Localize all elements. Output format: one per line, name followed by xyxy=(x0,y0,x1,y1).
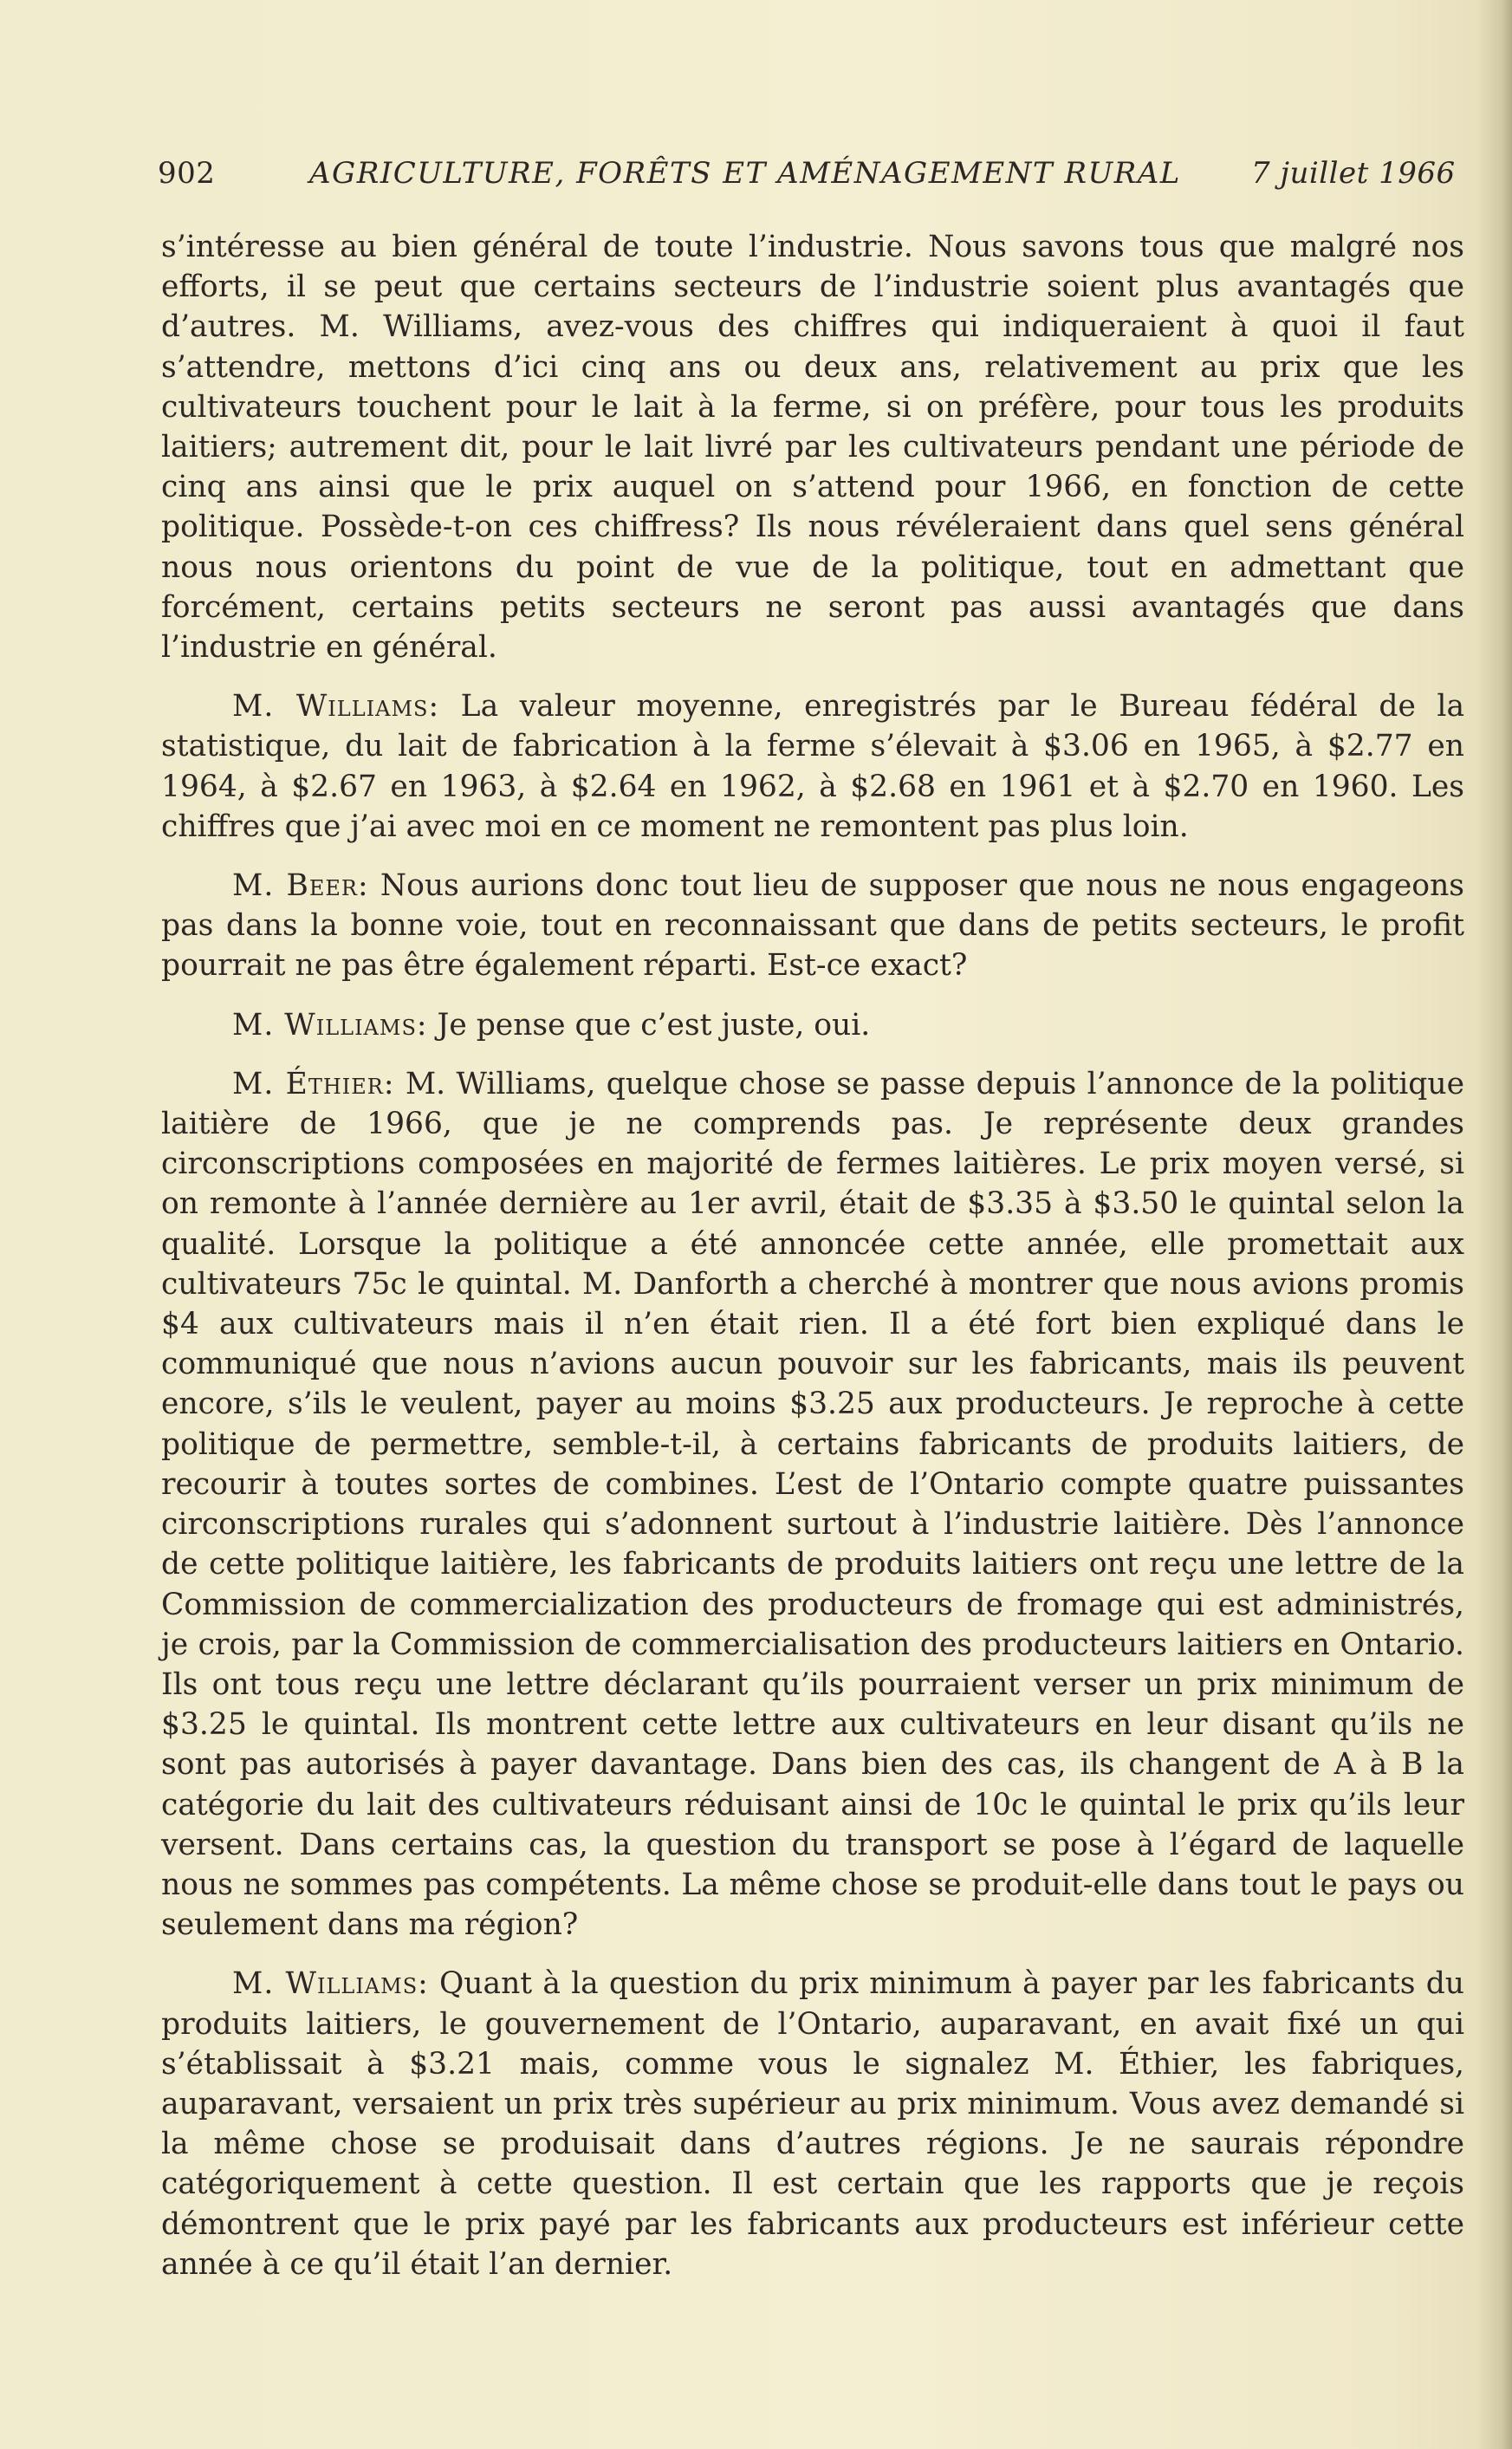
paragraph-3 xyxy=(161,866,1464,986)
speaker-name: M. Éthier: xyxy=(232,1066,395,1101)
running-header xyxy=(158,156,1475,199)
paragraph-6 xyxy=(161,1964,1464,2284)
page-number: 902 xyxy=(158,156,216,191)
speaker-name: M. Beer: xyxy=(232,868,369,904)
paragraph-2 xyxy=(161,686,1464,847)
paragraph-5 xyxy=(161,1064,1464,1945)
paragraph-text: Quant à la question du prix minimum à payer par les fabricants du produits laitiers, le gouvernement de l’Ontario, auparavant, en avait fixé un qui s’établissait à $3.21 mais, comme vous le signalez M. Éthier, les fabriques, auparavant, versaient un prix très supérieur au prix minimum. Vous avez demandé si la même chose se produisait dans d’autres régions. Je ne saurais répondre catégoriquement à cette question. Il est certain que les rapports que je reçois démontrent que le prix payé par les fabricants aux producteurs est inférieur cette année à ce qu’il était l’an dernier. xyxy=(161,1966,1465,2282)
paragraph-text: s’intéresse au bien général de toute l’industrie. Nous savons tous que malgré nos efforts, il se peut que certains secteurs de l’industrie soient plus avantagés que d’autres. M. Williams, avez-vous des chiffres qui indiqueraient à quoi il faut s’attendre, mettons d’ici cinq ans ou deux ans, relativement au prix que les cultivateurs touchent pour le lait à la ferme, si on préfère, pour tous les produits laitiers; autrement dit, pour le lait livré par les cultivateurs pendant une période de cinq ans ainsi que le prix auquel on s’attend pour 1966, en fonction de cette politique. Possède-t-on ces chiffress? Ils nous révéleraient dans quel sens général nous nous orientons du point de vue de la politique, tout en admettant que forcément, certains petits secteurs ne seront pas aussi avantagés que dans l’industrie en général. xyxy=(161,230,1464,666)
paragraph-text: Nous aurions donc tout lieu de supposer que nous ne nous engageons pas dans la bonne voie, tout en reconnaissant que dans de petits secteurs, le profit pourrait ne pas être également réparti. Est-ce exact? xyxy=(161,868,1464,984)
paragraph-4 xyxy=(161,1005,1464,1045)
paragraph-text: M. Williams, quelque chose se passe depuis l’annonce de la politique laitière de 1966, que je ne comprends pas. Je représente deux grandes circonscriptions composées en majorité de fermes laitières. Le prix moyen versé, si on remonte à l’année dernière au 1er avril, était de $3.35 à $3.50 le quintal selon la qualité. Lorsque la politique a été annoncée cette année, elle promettait aux cultivateurs 75c le quintal. M. Danforth a cherché à montrer que nous avions promis $4 aux cultivateurs mais il n’en était rien. Il a été fort bien expliqué dans le communiqué que nous n’avions aucun pouvoir sur les fabricants, mais ils peuvent encore, s’ils le veulent, payer au moins $3.25 aux producteurs. Je reproche à cette politique de permettre, semble-t-il, à certains fabricants de produits laitiers, de recourir à toutes sortes de combines. L’est de l’Ontario compte quatre puissantes circonscriptions rurales qui s’adonnent surtout à l’industrie laitière. Dès l’annonce de cette politique laitière, les fabricants de produits laitiers ont reçu une lettre de la Commission de commercialization des producteurs de fromage qui est administrés, je crois, par la Commission de commercialisation des producteurs laitiers en Ontario. Ils ont tous reçu une lettre déclarant qu’ils pourraient verser un prix minimum de $3.25 le quintal. Ils montrent cette lettre aux cultivateurs en leur disant qu’ils ne sont pas autorisés à payer davantage. Dans bien des cas, ils changent de A à B la catégorie du lait des cultivateurs réduisant ainsi de 10c le quintal le prix qu’ils leur versent. Dans certains cas, la question du transport se pose à l’égard de laquelle nous ne sommes pas compétents. La même chose se produit-elle dans tout le pays ou seulement dans ma région? xyxy=(161,1066,1465,1943)
speaker-name: M. Williams: xyxy=(232,1966,429,2002)
speaker-name: M. Williams: xyxy=(232,689,440,724)
speaker-name: M. Williams: xyxy=(232,1007,428,1043)
paragraph-text: La valeur moyenne, enregistrés par le Bureau fédéral de la statistique, du lait de fabrication à la ferme s’élevait à $3.06 en 1965, à $2.77 en 1964, à $2.67 en 1963, à $2.64 en 1962, à $2.68 en 1961 et à $2.70 en 1960. Les chiffres que j’ai avec moi en ce moment ne remontent pas plus loin. xyxy=(161,689,1465,844)
header-date: 7 juillet 1966 xyxy=(1251,156,1456,191)
page-edge-shadow xyxy=(1477,0,1512,2449)
paragraph-text: Je pense que c’est juste, oui. xyxy=(437,1007,871,1043)
paragraph-1 xyxy=(161,227,1464,667)
body-text xyxy=(161,227,1464,2284)
running-title: AGRICULTURE, FORÊTS ET AMÉNAGEMENT RURAL xyxy=(309,156,1181,191)
